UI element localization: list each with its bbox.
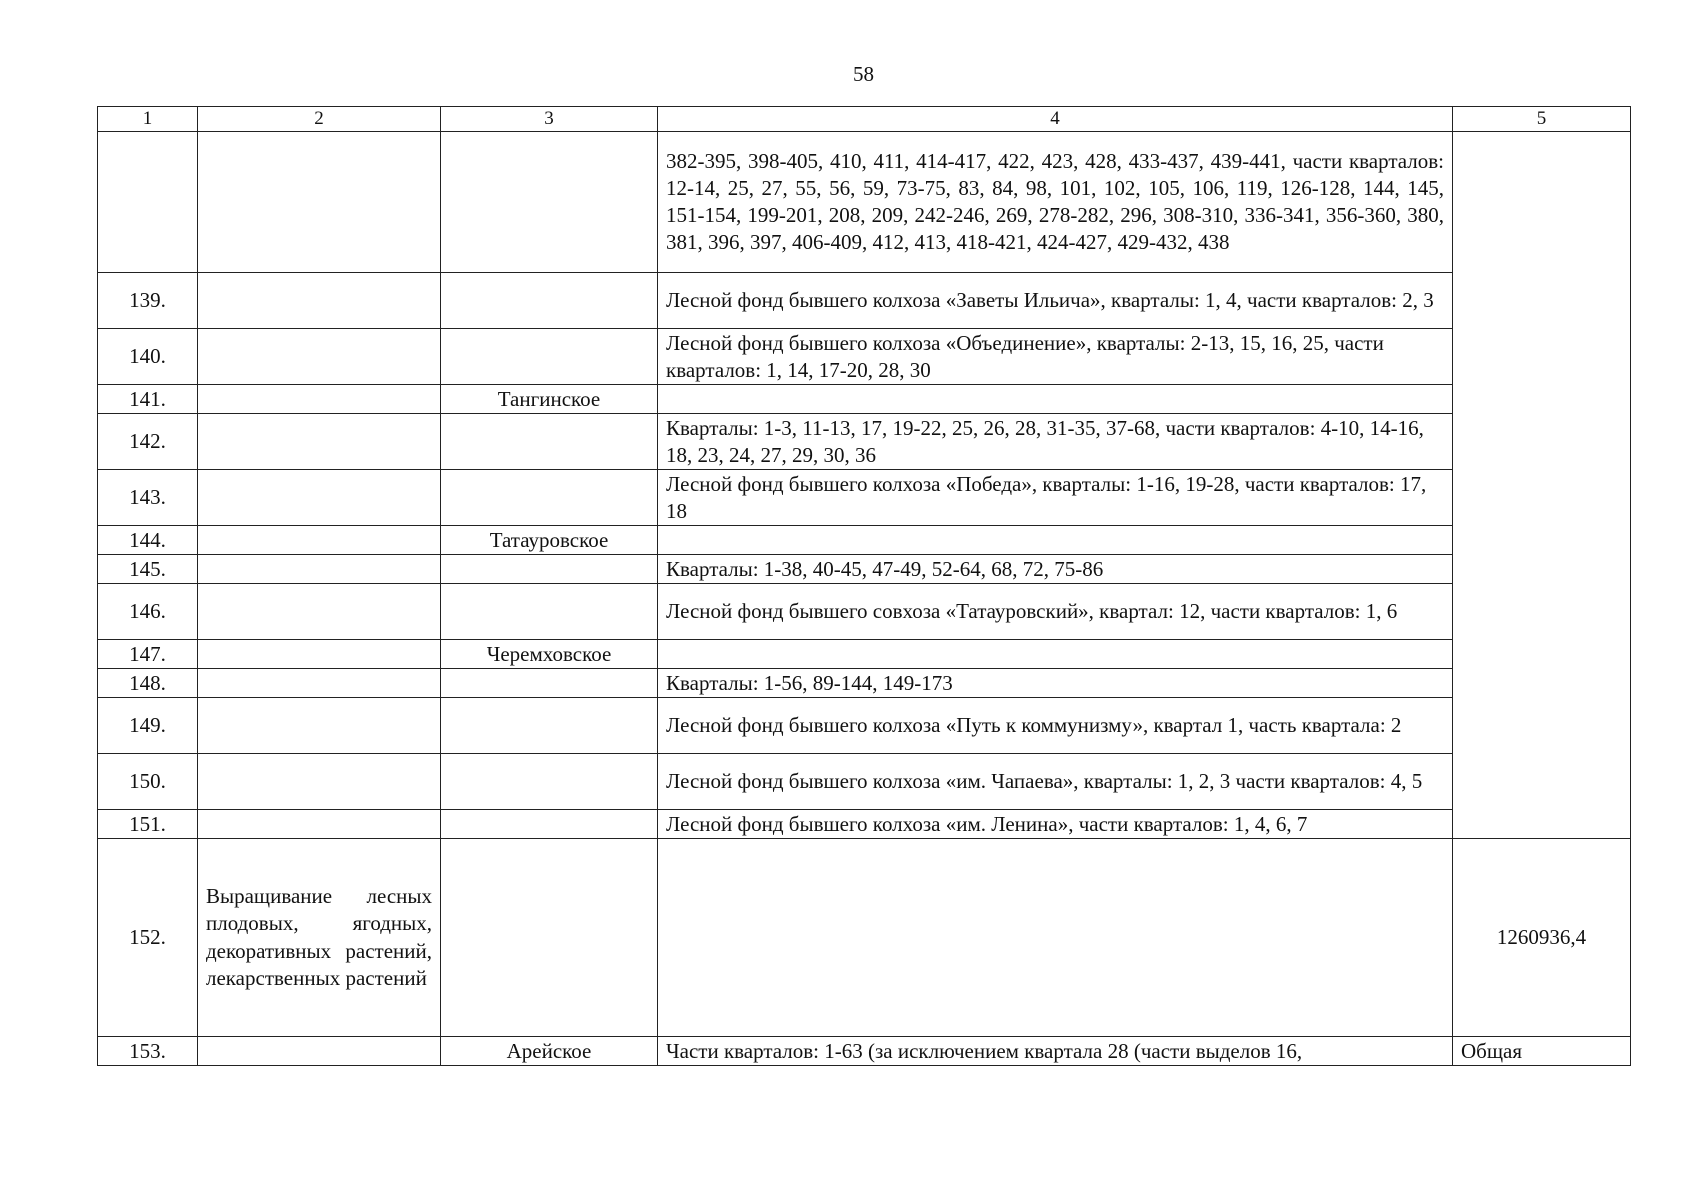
activity-cell: [198, 470, 441, 526]
row-number: 145.: [98, 555, 198, 584]
row-number: [98, 132, 198, 273]
table-row: [98, 584, 1631, 640]
settlement-cell: [441, 470, 658, 526]
quarters-cell: Лесной фонд бывшего колхоза «им. Ленина», части кварталов: 1, 4, 6, 7: [658, 810, 1453, 839]
settlement-cell: [441, 698, 658, 754]
row-number: 140.: [98, 329, 198, 385]
activity-cell: [198, 1037, 441, 1066]
header-col-1: 1: [98, 107, 198, 132]
area-cell: 1260936,4: [1453, 839, 1631, 1037]
table-row: [98, 132, 1631, 273]
table-row: [98, 669, 1631, 698]
table-row: [98, 329, 1631, 385]
activity-cell: [198, 669, 441, 698]
table-row: [98, 414, 1631, 470]
settlement-cell: Татауровское: [441, 526, 658, 555]
settlement-cell: [441, 839, 658, 1037]
activity-cell: [198, 640, 441, 669]
header-row: [98, 107, 1631, 132]
table-row: [98, 555, 1631, 584]
settlement-cell: Тангинское: [441, 385, 658, 414]
area-cell-merged: [1453, 132, 1631, 839]
row-number: 144.: [98, 526, 198, 555]
row-number: 139.: [98, 273, 198, 329]
quarters-cell: Лесной фонд бывшего колхоза «Заветы Ильича», кварталы: 1, 4, части кварталов: 2, 3: [658, 273, 1453, 329]
forest-register-table: [97, 106, 1631, 1066]
activity-cell: [198, 273, 441, 329]
quarters-cell: [658, 839, 1453, 1037]
table-body: [98, 132, 1631, 1066]
activity-cell: Выращивание лесных плодовых, ягодных, декоративных растений, лекарственных растений: [198, 839, 441, 1037]
quarters-cell: 382-395, 398-405, 410, 411, 414-417, 422, 423, 428, 433-437, 439-441, части кварталов: 12-14, 25, 27, 55, 56, 59, 73-75, 83, 84, 98, 101, 102, 105, 106, 119, 126-128, 144, 145, 151-154, 199-201, 208, 209, 242-246, 269, 278-282, 296, 308-310, 336-341, 356-360, 380, 381, 396, 397, 406-409, 412, 413, 418-421, 424-427, 429-432, 438: [658, 132, 1453, 273]
row-number: 143.: [98, 470, 198, 526]
quarters-cell: Лесной фонд бывшего совхоза «Татауровский», квартал: 12, части кварталов: 1, 6: [658, 584, 1453, 640]
table-row: [98, 1037, 1631, 1066]
table-row: [98, 273, 1631, 329]
activity-cell: [198, 329, 441, 385]
table-row: [98, 470, 1631, 526]
quarters-cell: [658, 526, 1453, 555]
quarters-cell: [658, 385, 1453, 414]
activity-cell: [198, 526, 441, 555]
activity-cell: [198, 555, 441, 584]
row-number: 149.: [98, 698, 198, 754]
settlement-cell: [441, 584, 658, 640]
activity-cell: [198, 132, 441, 273]
header-col-5: 5: [1453, 107, 1631, 132]
table-row: [98, 385, 1631, 414]
header-col-4: 4: [658, 107, 1453, 132]
table-row: [98, 810, 1631, 839]
row-number: 152.: [98, 839, 198, 1037]
row-number: 141.: [98, 385, 198, 414]
row-number: 148.: [98, 669, 198, 698]
quarters-cell: Кварталы: 1-38, 40-45, 47-49, 52-64, 68, 72, 75-86: [658, 555, 1453, 584]
row-number: 146.: [98, 584, 198, 640]
header-col-2: 2: [198, 107, 441, 132]
settlement-cell: [441, 414, 658, 470]
quarters-cell: Кварталы: 1-56, 89-144, 149-173: [658, 669, 1453, 698]
row-number: 151.: [98, 810, 198, 839]
row-number: 142.: [98, 414, 198, 470]
quarters-cell: Лесной фонд бывшего колхоза «им. Чапаева», кварталы: 1, 2, 3 части кварталов: 4, 5: [658, 754, 1453, 810]
activity-cell: [198, 385, 441, 414]
settlement-cell: Арейское: [441, 1037, 658, 1066]
activity-cell: [198, 810, 441, 839]
activity-cell: [198, 698, 441, 754]
table-row: [98, 698, 1631, 754]
row-number: 153.: [98, 1037, 198, 1066]
quarters-cell: [658, 640, 1453, 669]
settlement-cell: [441, 132, 658, 273]
row-number: 147.: [98, 640, 198, 669]
quarters-cell: Лесной фонд бывшего колхоза «Путь к коммунизму», квартал 1, часть квартала: 2: [658, 698, 1453, 754]
settlement-cell: [441, 754, 658, 810]
page-number: 58: [853, 62, 874, 86]
table-row: [98, 640, 1631, 669]
settlement-cell: [441, 669, 658, 698]
settlement-cell: [441, 329, 658, 385]
row-number: 150.: [98, 754, 198, 810]
table-header: [98, 107, 1631, 132]
table-row: [98, 754, 1631, 810]
settlement-cell: [441, 810, 658, 839]
activity-cell: [198, 754, 441, 810]
settlement-cell: Черемховское: [441, 640, 658, 669]
activity-cell: [198, 584, 441, 640]
table-row: [98, 526, 1631, 555]
quarters-cell: Лесной фонд бывшего колхоза «Победа», кварталы: 1-16, 19-28, части кварталов: 17, 18: [658, 470, 1453, 526]
activity-cell: [198, 414, 441, 470]
quarters-cell: Лесной фонд бывшего колхоза «Объединение», кварталы: 2-13, 15, 16, 25, части кварталов: 1, 14, 17-20, 28, 30: [658, 329, 1453, 385]
quarters-cell: Части кварталов: 1-63 (за исключением квартала 28 (части выделов 16,: [658, 1037, 1453, 1066]
table-row: [98, 839, 1631, 1037]
header-col-3: 3: [441, 107, 658, 132]
settlement-cell: [441, 273, 658, 329]
quarters-cell: Кварталы: 1-3, 11-13, 17, 19-22, 25, 26, 28, 31-35, 37-68, части кварталов: 4-10, 14-16, 18, 23, 24, 27, 29, 30, 36: [658, 414, 1453, 470]
settlement-cell: [441, 555, 658, 584]
area-cell: Общая: [1453, 1037, 1631, 1066]
